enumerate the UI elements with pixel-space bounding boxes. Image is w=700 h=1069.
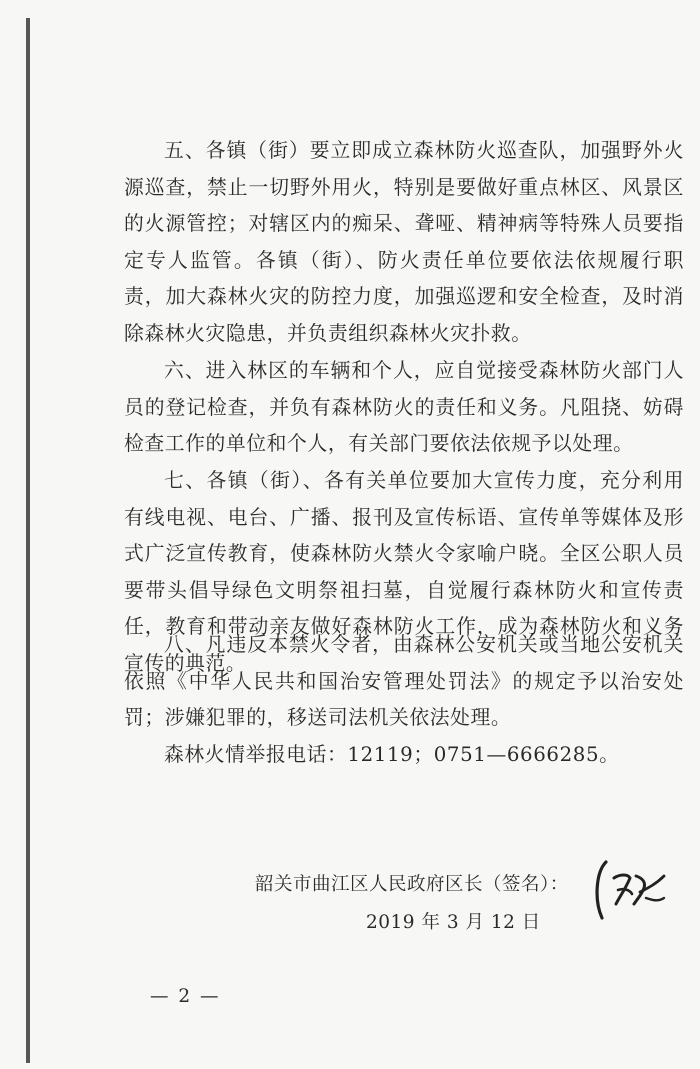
page-number: — 2 — <box>150 986 221 1007</box>
paragraph-hotline: 森林火情举报电话：12119；0751—6666285。 <box>164 743 620 766</box>
paragraph-item-6: 六、进入林区的车辆和个人，应自觉接受森林防火部门人员的登记检查，并负有森林防火的责任和义务。凡阻挠、妨碍检查工作的单位和个人，有关部门要依法依规予以处理。 <box>124 359 684 456</box>
signature-date: 2019 年 3 月 12 日 <box>366 912 541 933</box>
paragraph-item-7: 七、各镇（街）、各有关单位要加大宣传力度，充分利用有线电视、电台、广播、报刊及宣传标语、宣传单等媒体及形式广泛宣传教育，使森林防火禁火令家喻户晓。全区公职人员要带头倡导绿色文明祭祖扫墓，自觉履行森林防火和宣传责任，教育和带动亲友做好森林防火工作，成为森林防火和义务宣传的典范。 <box>124 469 684 675</box>
paragraph-item-8: 八、凡违反本禁火令者，由森林公安机关或当地公安机关依照《中华人民共和国治安管理处罚法》的规定予以治安处罚；涉嫌犯罪的，移送司法机关依法处理。 <box>124 633 684 730</box>
paragraph-item-5: 五、各镇（街）要立即成立森林防火巡查队，加强野外火源巡查，禁止一切野外用火，特别是要做好重点林区、风景区的火源管控；对辖区内的痴呆、聋哑、精神病等特殊人员要指定专人监管。各镇（街）、防火责任单位要依法依规履行职责，加大森林火灾的防控力度，加强巡逻和安全检查，及时消除森林火灾隐患，并负责组织森林火灾扑救。 <box>124 139 684 345</box>
scan-binding-edge <box>26 18 30 1063</box>
handwritten-signature-icon <box>590 848 670 928</box>
signer-label: 韶关市曲江区人民政府区长（签名）： <box>255 874 569 895</box>
